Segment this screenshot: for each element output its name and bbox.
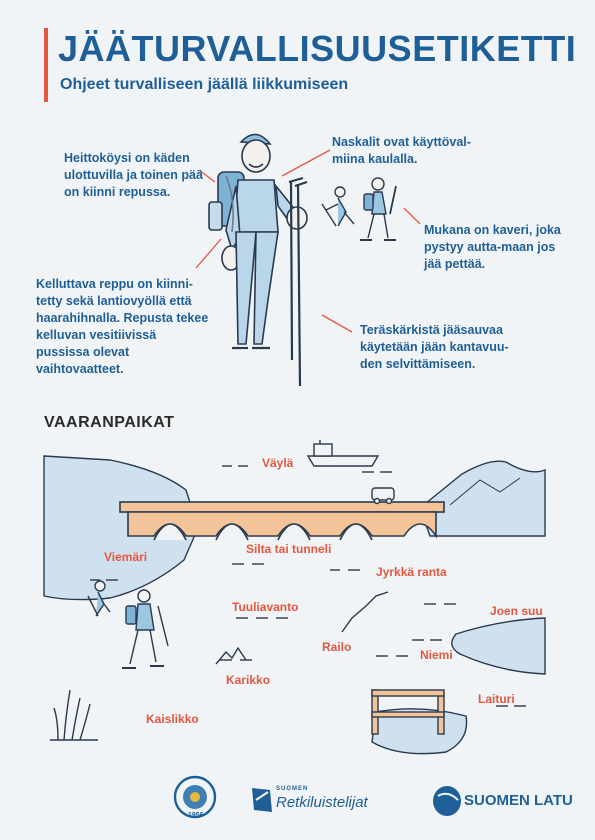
hazard-label-sewer: Viemäri: [104, 550, 148, 564]
car-icon: [372, 488, 394, 504]
seal-year: 1956: [188, 812, 204, 819]
callout-ice-pole: Teräskärkistä jääsauvaa käytetään jään kantavuu-den selvittämiseen.: [360, 323, 509, 371]
hazard-label-crack: Railo: [322, 640, 352, 654]
retkiluistelijat-logo: [252, 788, 272, 812]
hazard-label-river-mouth: Joen suu: [490, 604, 543, 618]
page-title: JÄÄTURVALLISUUSETIKETTI: [58, 28, 577, 69]
callout-backpack: Kelluttava reppu on kiinni-tetty sekä lantiovyöllä että haarahihnalla. Repusta tekee kelluvan vesitiivissä pussissa olevat vaihtovaatteet.: [36, 277, 209, 376]
ship-icon: [308, 440, 378, 466]
retkiluistelijat-text: Retkiluistelijat: [276, 794, 368, 811]
callout-throw-rope: Heittoköysi on käden ulottuvilla ja toinen pää on kiinni repussa.: [64, 151, 203, 199]
river-mouth-shore-illustration: [452, 618, 545, 674]
page-subtitle: Ohjeet turvalliseen jäällä liikkumiseen: [60, 76, 349, 93]
callout-companion: Mukana on kaveri, joka pystyy autta-maan jos jää pettää.: [424, 223, 561, 271]
hazard-label-point: Niemi: [420, 648, 453, 662]
pier-illustration: [372, 690, 467, 754]
suomen-latu-text: SUOMEN LATU: [464, 792, 573, 809]
retkiluistelijat-small-text: SUOMEN: [276, 786, 309, 792]
right-mountain-illustration: [420, 461, 545, 536]
hazard-label-bridge: Silta tai tunneli: [246, 542, 332, 556]
bridge-illustration: [120, 502, 444, 540]
callout-ice-picks: Naskalit ovat käyttöval-miina kaulalla.: [332, 135, 471, 166]
hazard-label-steep-shore: Jyrkkä ranta: [376, 565, 447, 579]
rocks-illustration: [216, 648, 246, 664]
reed-illustration: [50, 690, 98, 740]
suomen-latu-logo: [433, 786, 461, 816]
hazard-label-reef: Karikko: [226, 673, 271, 687]
crack-illustration: [342, 592, 388, 632]
hazard-label-reeds: Kaislikko: [146, 712, 199, 726]
companion-skaters-illustration: [322, 178, 396, 240]
hazard-label-pier: Laituri: [478, 692, 515, 706]
seal-logo: [175, 777, 215, 817]
skater-illustration: [209, 134, 307, 386]
hazard-label-fairway: Väylä: [262, 456, 294, 470]
hazards-heading: VAARANPAIKAT: [44, 414, 175, 431]
hazard-label-wind-opening: Tuuliavanto: [232, 600, 299, 614]
